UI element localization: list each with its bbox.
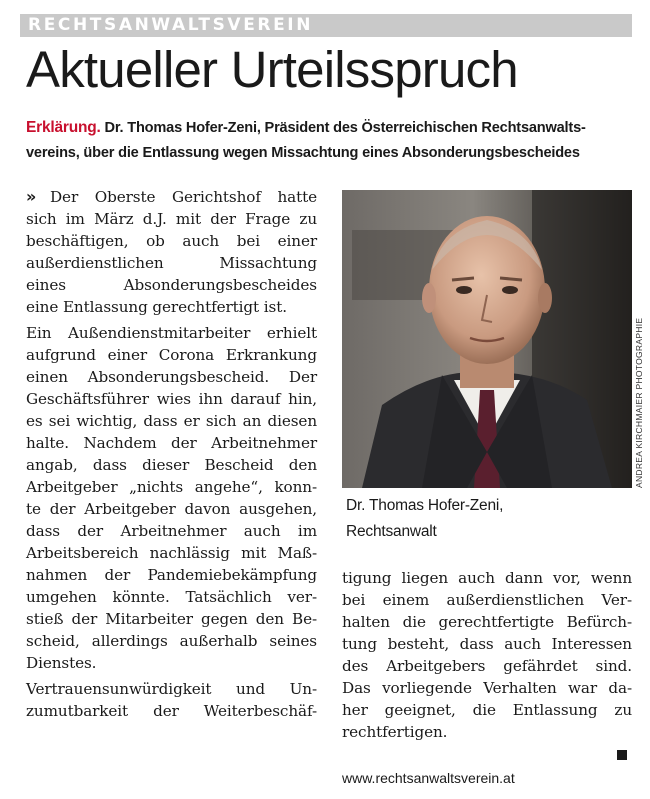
body-line: her geeignet, die Entlassung zu (342, 701, 632, 719)
body-line: Das vorliegende Verhalten war da- (342, 679, 632, 697)
bullet-chevron-icon: » (26, 187, 34, 206)
article-column-right (342, 567, 632, 743)
footer-url[interactable]: www.rechtsanwaltsverein.at (342, 770, 515, 786)
body-line: Arbeitsbereich nachlässig mit Maß- (26, 544, 317, 562)
page-title: Aktueller Urteilsspruch (26, 41, 518, 98)
body-line: Arbeitgeber „nichts angehe“, konn- (26, 478, 317, 496)
intro-line-2: vereins, über die Entlassung wegen Missachtung eines Absonderungsbescheides (26, 145, 580, 161)
body-line: eine Entlassung gerechtfertigt ist. (26, 298, 287, 316)
body-line: zumutbarkeit der Weiterbeschäf- (26, 702, 317, 720)
body-line: eines Absonderungsbescheides (26, 276, 317, 294)
photo-credit-text: ANDREA KIRCHMAIER PHOTOGRAPHIE (634, 317, 644, 488)
intro-line-1 (26, 115, 638, 141)
article-column-left (26, 186, 317, 722)
photo-caption-line-1: Dr. Thomas Hofer-Zeni, (346, 497, 504, 514)
body-line: stieß der Mitarbeiter gegen den Be- (26, 610, 317, 628)
section-banner (20, 14, 632, 37)
intro-lead (26, 115, 638, 166)
body-line: » Der Oberste Gerichtshof hatte (26, 187, 317, 206)
body-line: Ein Außendienstmitarbeiter erhielt (26, 324, 317, 342)
section-banner-label: RECHTSANWALTSVEREIN (28, 15, 314, 35)
body-line: scheid, allerdings außerhalb seines (26, 632, 317, 650)
portrait-image (342, 190, 632, 488)
body-line: tung besteht, dass auch Interessen (342, 635, 632, 653)
body-line: Geschäftsführer wies ihn darauf hin, (26, 390, 317, 408)
body-line: aufgrund einer Corona Erkrankung (26, 346, 317, 364)
body-line: umgehen könnte. Tatsächlich ver- (26, 588, 317, 606)
body-line: sich im März d.J. mit der Frage zu (26, 210, 317, 228)
body-line: halten die gerechtfertigte Befürch- (342, 613, 632, 631)
body-line: rechtfertigen. (342, 723, 448, 741)
body-line: dass der Arbeitnehmer auch im (26, 522, 317, 540)
body-line: es sei wichtig, dass er sich an diesen (26, 412, 317, 430)
body-line: einen Absonderungsbescheid. Der (26, 368, 317, 386)
intro-kicker: Erklärung. (26, 119, 101, 136)
body-line: angab, dass dieser Bescheid den (26, 456, 317, 474)
intro-line-1-text: Dr. Thomas Hofer-Zeni, Präsident des Österreichischen Rechtsanwalts- (104, 120, 586, 136)
body-line: des Arbeitgebers gefährdet sind. (342, 657, 632, 675)
photo-credit (632, 192, 646, 488)
body-line: beschäftigen, ob auch bei einer (26, 232, 317, 250)
body-line: halte. Nachdem der Arbeitnehmer (26, 434, 317, 452)
portrait-photo (342, 190, 632, 488)
body-line: außerdienstlichen Missachtung (26, 254, 317, 272)
body-line: Dienstes. (26, 654, 97, 672)
body-line: bei einem außerdienstlichen Ver- (342, 591, 632, 609)
body-line: tigung liegen auch dann vor, wenn (342, 569, 632, 587)
body-line: te der Arbeitgeber davon ausgehen, (26, 500, 317, 518)
body-line: Vertrauensunwürdigkeit und Un- (26, 680, 317, 698)
photo-caption (346, 493, 503, 545)
article-end-mark-icon (617, 750, 627, 760)
body-line: nahmen der Pandemiebekämpfung (26, 566, 317, 584)
photo-caption-line-2: Rechtsanwalt (346, 523, 437, 540)
